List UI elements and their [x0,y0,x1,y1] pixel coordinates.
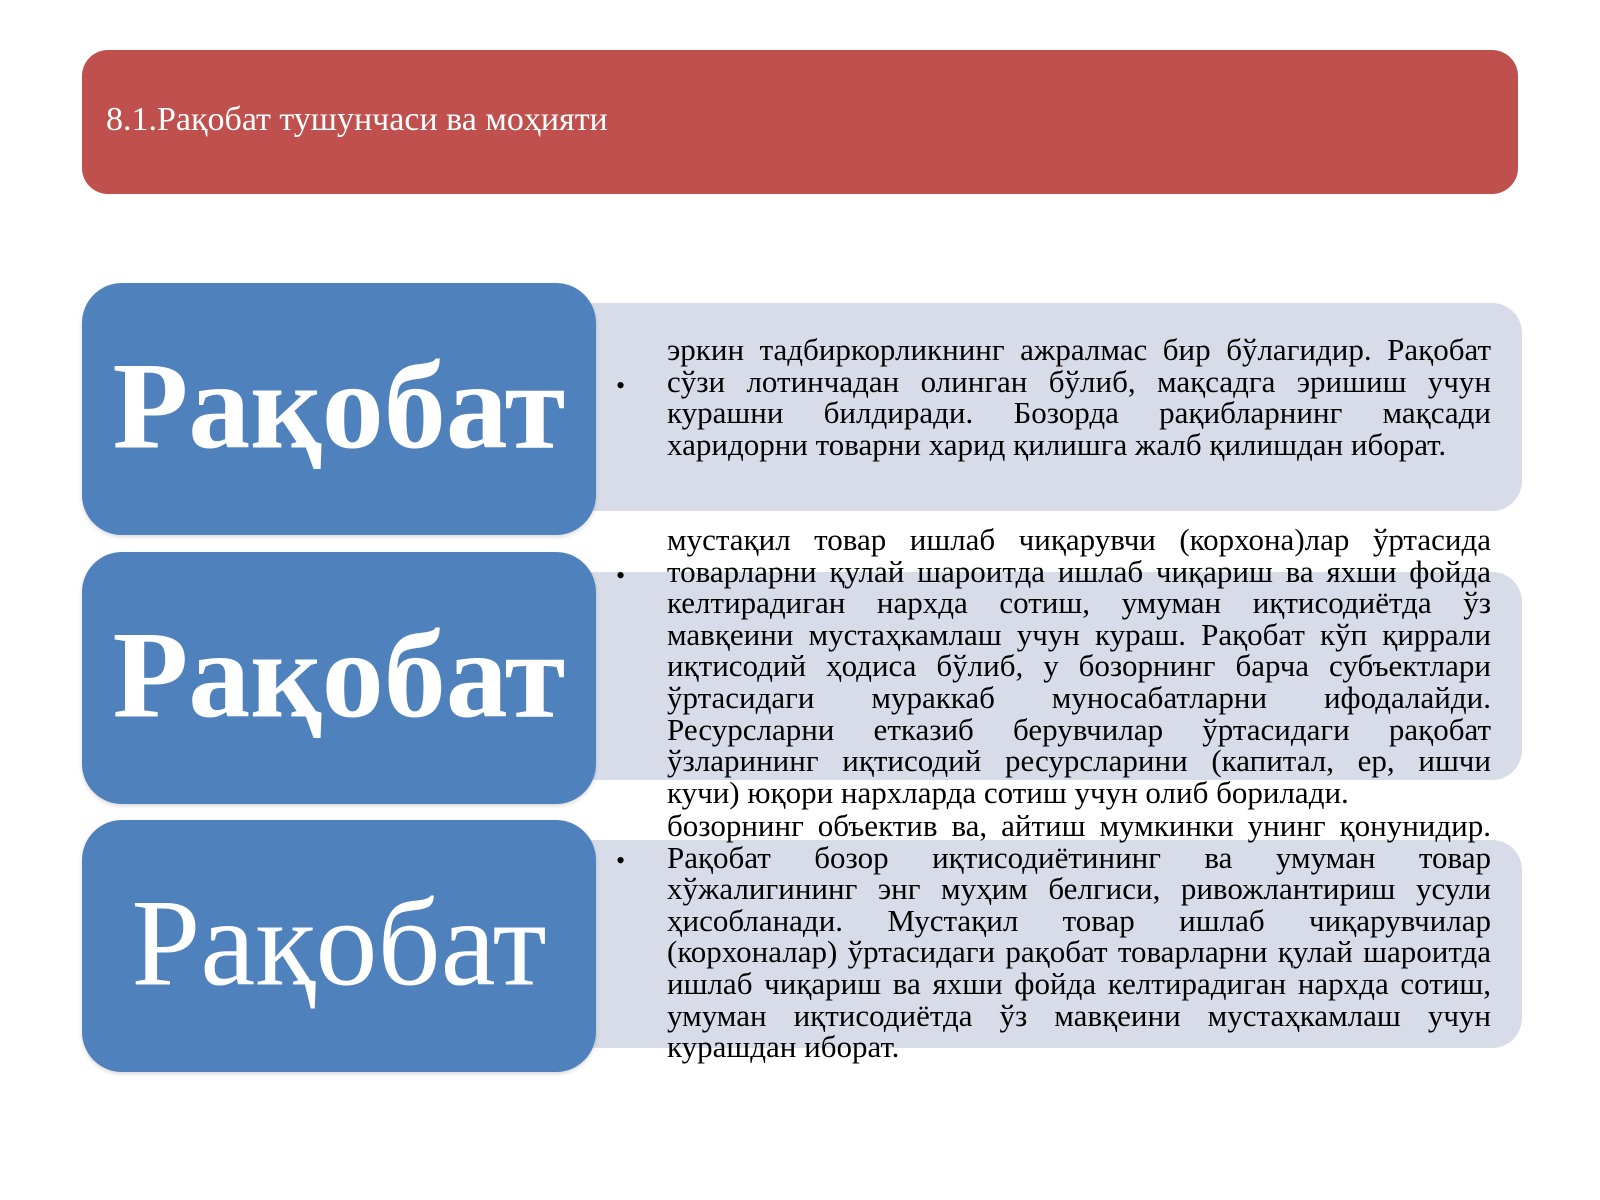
label-text-1: Рақобат [112,337,566,475]
title-bar [82,50,1518,194]
slide-title: 8.1.Рақобат тушунчаси ва моҳияти [106,101,608,138]
definition-text-2: мустақил товар ишлаб чиқарувчи (корхона)лар ўртасида товарларни қулай шароитда ишлаб чиқариш ва яхши фойда келтирадиган нархда сотиш, умуман иқтисодиётда ўз мавқеини мустаҳкамлаш учун кураш. Рақобат кўп қиррали иқтисодий ҳодиса бўлиб, у бозорнинг барча субъектлари ўртасидаги мураккаб муносабатларни ифодалайди. Ресурсларни етказиб берувчилар ўртасидаги рақобат ўзларининг иқтисодий ресурсларини (капитал, ер, ишчи кучи) юқори нархларда сотиш учун олиб борилади. [667,522,1491,810]
bullet-1: • [616,371,626,400]
definition-text-1: эркин тадбиркорликнинг ажралмас бир бўлагидир. Рақобат сўзи лотинчадан олинган бўлиб, мақсадга эришиш учун курашни билдиради. Бозорда рақибларнинг мақсади харидорни товарни харид қилишга жалб қилишдан иборат. [667,332,1491,462]
label-box-3 [82,820,596,1072]
definition-text-3: бозорнинг объектив ва, айтиш мумкинки унинг қонунидир. Рақобат бозор иқтисодиётининг ва умуман товар хўжалигининг энг муҳим белгиси, ривожлантириш усули ҳисобланади. Мустақил товар ишлаб чиқарувчилар (корхоналар) ўртасидаги рақобат товарларни қулай шароитда ишлаб чиқариш ва яхши фойда келтирадиган нархда сотиш, умуман иқтисодиётда ўз мавқеини мустаҳкамлаш учун курашдан иборат. [667,808,1491,1065]
bullet-2: • [616,561,626,590]
bullet-3: • [616,846,626,875]
label-text-3: Рақобат [131,874,547,1012]
label-box-1 [82,283,596,535]
label-box-2 [82,552,596,804]
label-text-2: Рақобат [112,606,566,744]
